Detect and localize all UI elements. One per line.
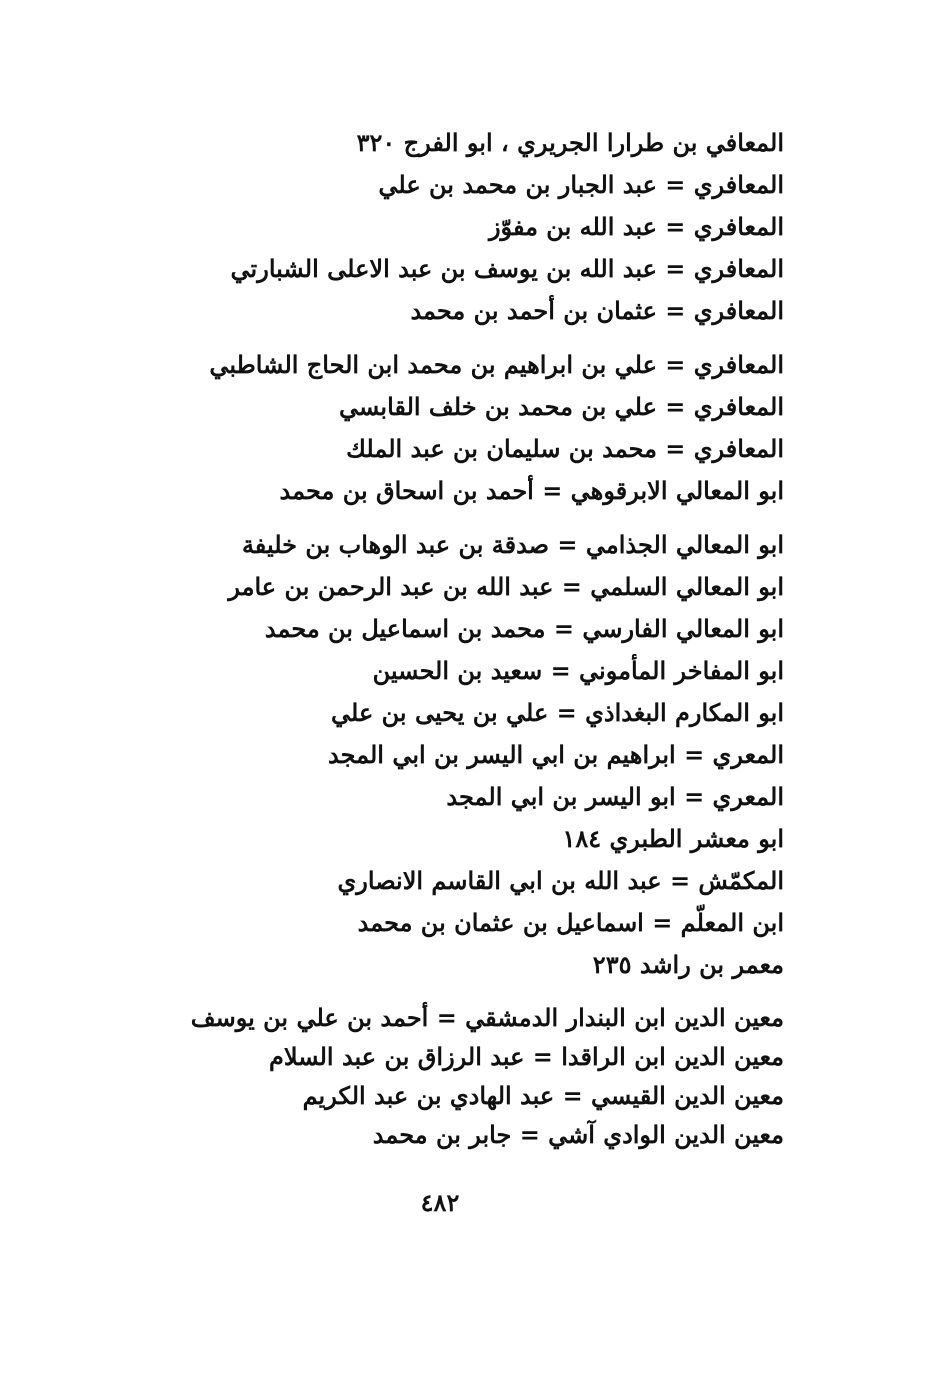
index-entry: ابو المعالي الجذامي = صدقة بن عبد الوهاب بن خليفة: [241, 530, 784, 559]
index-entry: ابو المعالي الابرقوهي = أحمد بن اسحاق بن محمد: [279, 476, 784, 505]
page-number: ٤٨٢: [420, 1188, 460, 1217]
index-entry: المعافري = عبد الله بن يوسف بن عبد الاعلى الشبارتي: [230, 254, 784, 283]
entry-group: [224, 122, 784, 332]
index-entry: ابو معشر الطبري ١٨٤: [562, 824, 784, 853]
index-entry: المعافري = علي بن محمد بن خلف القابسي: [339, 392, 784, 421]
index-entry: ابو المكارم البغداذي = علي بن يحيى بن علي: [331, 698, 784, 727]
index-entry: المعافري = عبد الجبار بن محمد بن علي: [378, 170, 784, 199]
index-entry: معين الدين الوادي آشي = جابر بن محمد: [372, 1120, 784, 1149]
index-entry: المعافري = عثمان بن أحمد بن محمد: [410, 296, 784, 325]
index-entry: المعري = ابراهيم بن ابي اليسر بن ابي المجد: [328, 740, 784, 769]
index-entry: المعافري = محمد بن سليمان بن عبد الملك: [346, 434, 784, 463]
entry-group: [209, 344, 784, 512]
index-entry: معمر بن راشد ٢٣٥: [592, 950, 784, 979]
index-entry: المعري = ابو اليسر بن ابي المجد: [446, 782, 784, 811]
index-entry: ابو المعالي الفارسي = محمد بن اسماعيل بن محمد: [264, 614, 784, 643]
index-entry: ابو المعالي السلمي = عبد الله بن عبد الرحمن بن عامر: [228, 572, 784, 601]
index-entry: المعافي بن طرارا الجريري ، ابو الفرج ٣٢٠: [356, 128, 784, 157]
index-entry: المعافري = عبد الله بن مفوّز: [488, 212, 784, 241]
index-entry: معين الدين القيسي = عبد الهادي بن عبد الكريم: [302, 1081, 784, 1110]
index-entry: ابو المفاخر المأموني = سعيد بن الحسين: [372, 656, 784, 685]
index-entry: المكمّش = عبد الله بن ابي القاسم الانصاري: [337, 866, 784, 895]
index-entry: ابن المعلّم = اسماعيل بن عثمان بن محمد: [357, 908, 784, 937]
index-entries: [190, 122, 784, 1154]
index-entry: معين الدين ابن البندار الدمشقي = أحمد بن علي بن يوسف: [190, 1003, 784, 1032]
index-entry: المعافري = علي بن ابراهيم بن محمد ابن الحاج الشاطبي: [209, 350, 784, 379]
entry-group: [224, 524, 784, 986]
index-entry: معين الدين ابن الراقدا = عبد الرزاق بن عبد السلام: [269, 1042, 784, 1071]
entry-group: [190, 998, 784, 1154]
